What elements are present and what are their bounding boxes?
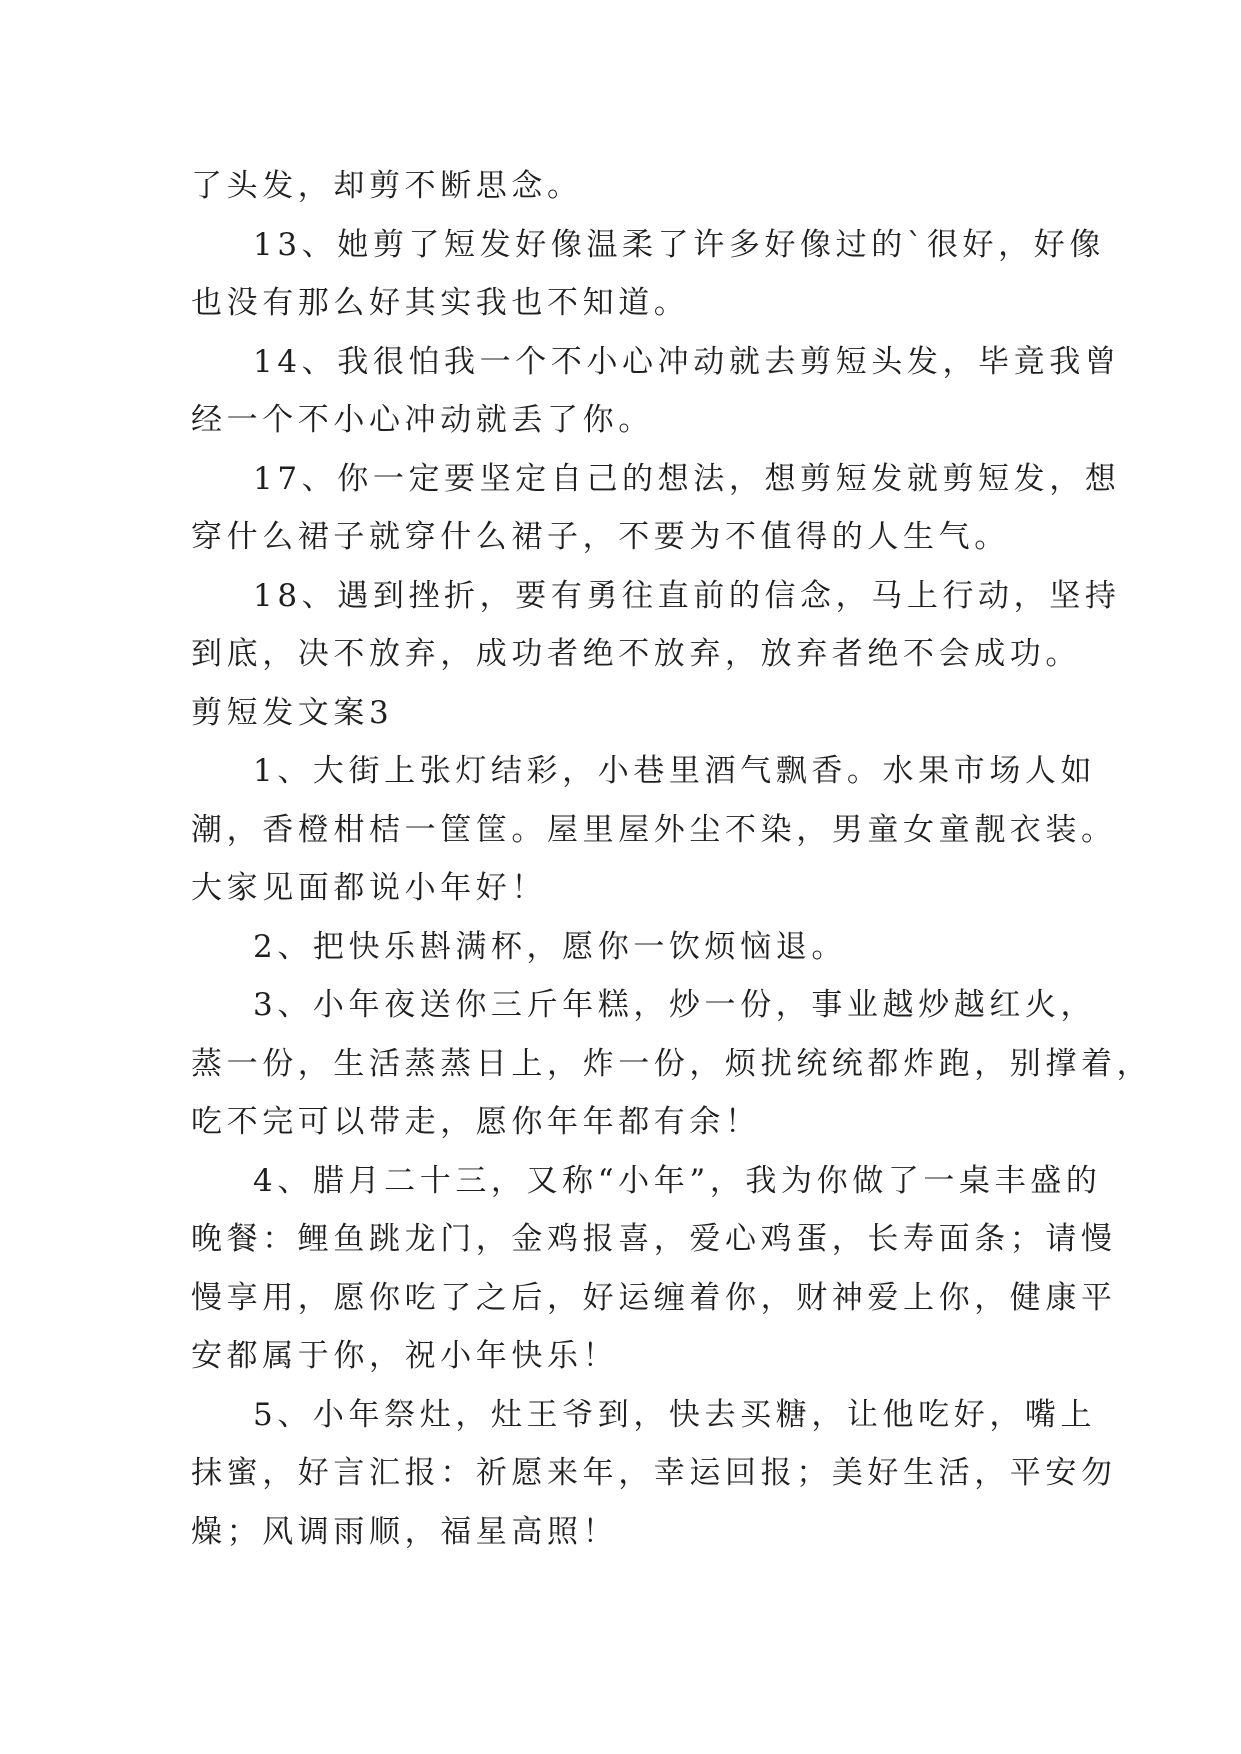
section-heading: 剪短发文案3 [191,694,394,731]
text-line: 经一个不小心冲动就丢了你。 [191,402,654,438]
text-line: 也没有那么好其实我也不知道。 [191,285,690,321]
text-line: 晚餐：鲤鱼跳龙门，金鸡报喜，爱心鸡蛋，长寿面条；请慢 [191,1221,1117,1257]
text-line: 1、大街上张灯结彩，小巷里酒气飘香。水果市场人如 [253,753,1097,789]
document-body [191,157,1153,1561]
text-line: 5、小年祭灶，灶王爷到，快去买糖，让他吃好，嘴上 [253,1396,1097,1433]
text-line: 到底，决不放弃，成功者绝不放弃，放弃者绝不会成功。 [191,636,1081,672]
text-line: 14、我很怕我一个不小心冲动就去剪短头发，毕竟我曾 [253,343,1121,380]
text-line: 18、遇到挫折，要有勇往直前的信念，马上行动，坚持 [253,577,1121,614]
text-line: 大家见面都说小年好！ [191,870,547,906]
text-line: 17、你一定要坚定自己的想法，想剪短发就剪短发，想 [253,460,1121,497]
text-line: 燥；风调雨顺，福星高照！ [191,1513,619,1550]
text-line: 2、把快乐斟满杯，愿你一饮烦恼退。 [253,928,847,965]
text-line: 吃不完可以带走，愿你年年都有余！ [191,1104,761,1140]
text-line: 13、她剪了短发好像温柔了许多好像过的`很好，好像 [253,226,1105,263]
text-line: 4、腊月二十三，又称“小年”，我为你做了一桌丰盛的 [253,1162,1102,1199]
text-line: 蒸一份，生活蒸蒸日上，炸一份，烦扰统统都炸跑，别撑着， [191,1045,1153,1082]
text-line: 安都属于你，祝小年快乐！ [191,1338,619,1374]
text-line: 慢享用，愿你吃了之后，好运缠着你，财神爱上你，健康平 [191,1279,1117,1316]
text-line: 穿什么裙子就穿什么裙子，不要为不值得的人生气。 [191,519,1010,555]
text-line: 了头发，却剪不断思念。 [191,168,583,204]
text-line: 抹蜜，好言汇报：祈愿来年，幸运回报；美好生活，平安勿 [191,1455,1117,1491]
text-line: 潮，香橙柑桔一筐筐。屋里屋外尘不染，男童女童靓衣装。 [191,811,1117,848]
text-line: 3、小年夜送你三斤年糕，炒一份，事业越炒越红火， [253,987,1097,1023]
